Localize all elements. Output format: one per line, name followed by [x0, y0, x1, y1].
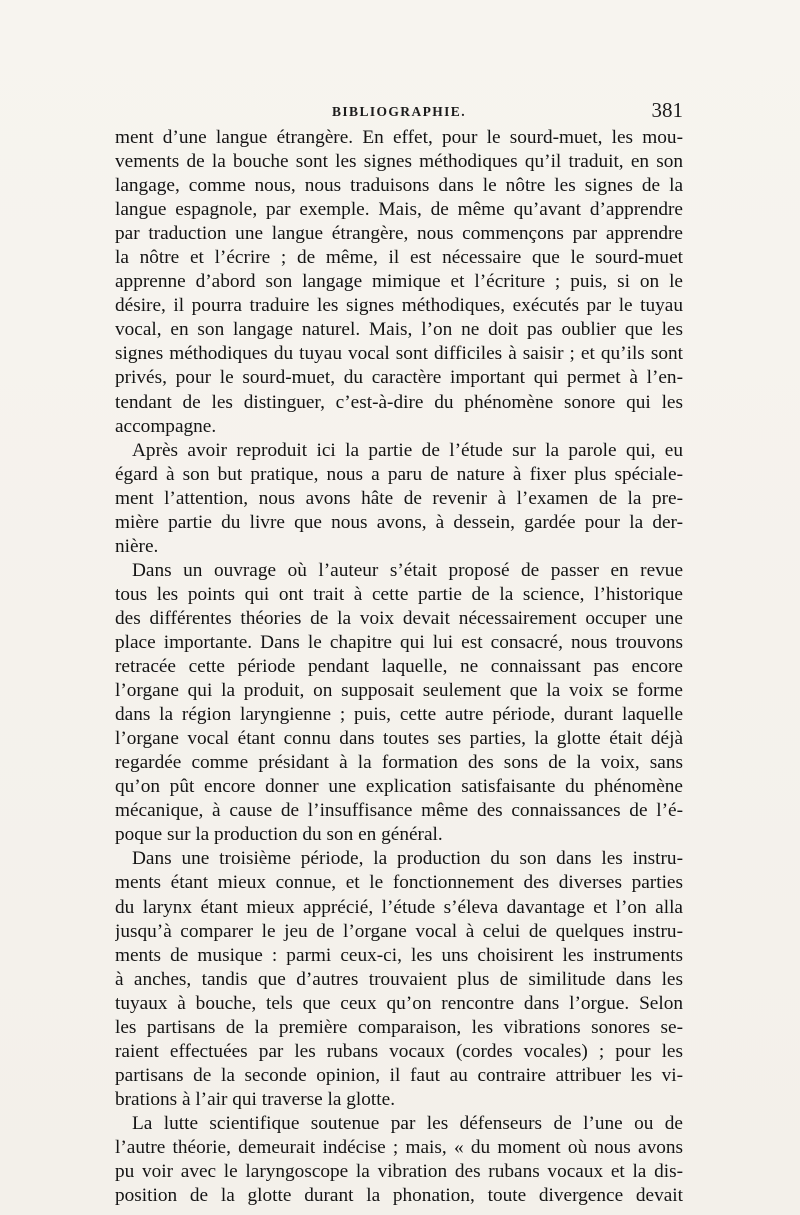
- running-title: BIBLIOGRAPHIE.: [331, 104, 466, 119]
- text-line: des différentes théories de la voix devait nécessairement occuper une: [115, 607, 683, 629]
- text-line: pu voir avec le laryngoscope la vibration des rubans vocaux et la dis-: [115, 1161, 683, 1183]
- text-line: La lutte scientifique soutenue par les défenseurs de l’une ou de: [132, 1112, 683, 1134]
- text-line: Dans un ouvrage où l’auteur s’était proposé de passer en revue: [132, 559, 683, 581]
- text-line: tuyaux à bouche, tels que ceux qu’on rencontre dans l’orgue. Selon: [115, 992, 683, 1014]
- text-line: position de la glotte durant la phonation, toute divergence devait: [115, 1185, 683, 1207]
- text-line: l’organe vocal étant connu dans toutes ses parties, la glotte était déjà: [115, 728, 683, 750]
- text-line: apprenne d’abord son langage mimique et l’écriture ; puis, si on le: [115, 271, 683, 293]
- text-line: ment d’une langue étrangère. En effet, pour le sourd-muet, les mou-: [115, 127, 683, 148]
- text-line: dans la région laryngienne ; puis, cette autre période, durant laquelle: [115, 704, 683, 726]
- text-line: l’autre théorie, demeurait indécise ; mais, « du moment où nous avons: [115, 1136, 683, 1158]
- text-line: retracée cette période pendant laquelle, ne connaissant pas encore: [115, 656, 683, 678]
- text-line: accompagne.: [115, 415, 217, 437]
- text-line: raient effectuées par les rubans vocaux (cordes vocales) ; pour les: [115, 1040, 683, 1062]
- text-line: ment l’attention, nous avons hâte de revenir à l’examen de la pre-: [115, 487, 683, 509]
- text-line: du larynx étant mieux apprécié, l’étude s’éleva davantage et l’on alla: [115, 896, 683, 918]
- text-line: Dans une troisième période, la production du son dans les instru-: [132, 848, 683, 870]
- text-line: jusqu’à comparer le jeu de l’organe vocal à celui de quelques instru-: [115, 920, 683, 942]
- text-line: qu’on pût encore donner une explication satisfaisante du phénomène: [115, 776, 683, 798]
- text-line: tendant de les distinguer, c’est-à-dire du phénomène sonore qui les: [115, 391, 683, 413]
- text-line: langage, comme nous, nous traduisons dans le nôtre les signes de la: [115, 175, 683, 197]
- text-line: regardée comme présidant à la formation des sons de la voix, sans: [115, 752, 683, 774]
- text-line: ments étant mieux connue, et le fonctionnement des diverses parties: [115, 872, 683, 894]
- text-line: désire, il pourra traduire les signes méthodiques, exécutés par le tuyau: [115, 295, 683, 317]
- text-line: égard à son but pratique, nous a paru de nature à fixer plus spéciale-: [115, 463, 683, 485]
- text-line: mière partie du livre que nous avons, à dessein, gardée pour la der-: [115, 511, 683, 533]
- text-line: mécanique, à cause de l’insuffisance même des connaissances de l’é-: [115, 800, 683, 822]
- text-line: partisans de la seconde opinion, il faut au contraire attribuer les vi-: [115, 1064, 683, 1086]
- text-line: l’organe qui la produit, on supposait seulement que la voix se forme: [115, 680, 683, 702]
- page-number: 381: [651, 98, 683, 122]
- text-line: Après avoir reproduit ici la partie de l’étude sur la parole qui, eu: [132, 439, 683, 461]
- text-line: la nôtre et l’écrire ; de même, il est nécessaire que le sourd-muet: [115, 247, 683, 269]
- text-line: langue espagnole, par exemple. Mais, de même qu’avant d’apprendre: [115, 199, 683, 221]
- text-line: privés, pour le sourd-muet, du caractère important qui permet à l’en-: [115, 367, 683, 389]
- text-line: ments de musique : parmi ceux-ci, les uns choisirent les instruments: [115, 944, 683, 966]
- text-line: à anches, tandis que d’autres trouvaient plus de similitude dans les: [115, 968, 683, 990]
- text-line: place importante. Dans le chapitre qui lui est consacré, nous trouvons: [115, 631, 683, 653]
- text-line: signes méthodiques du tuyau vocal sont difficiles à saisir ; et qu’ils sont: [115, 343, 683, 365]
- text-line: par traduction une langue étrangère, nous commençons par apprendre: [115, 223, 683, 245]
- page-header: [115, 98, 683, 124]
- text-line: nière.: [115, 535, 159, 557]
- body-text: [115, 126, 683, 1208]
- text-line: tous les points qui ont trait à cette partie de la science, l’historique: [115, 583, 683, 605]
- text-line: brations à l’air qui traverse la glotte.: [115, 1088, 396, 1110]
- text-line: vements de la bouche sont les signes méthodiques qu’il traduit, en son: [115, 151, 683, 173]
- text-line: vocal, en son langage naturel. Mais, l’on ne doit pas oublier que les: [115, 319, 683, 341]
- text-line: les partisans de la première comparaison, les vibrations sonores se-: [115, 1016, 683, 1038]
- text-line: poque sur la production du son en général.: [115, 824, 443, 846]
